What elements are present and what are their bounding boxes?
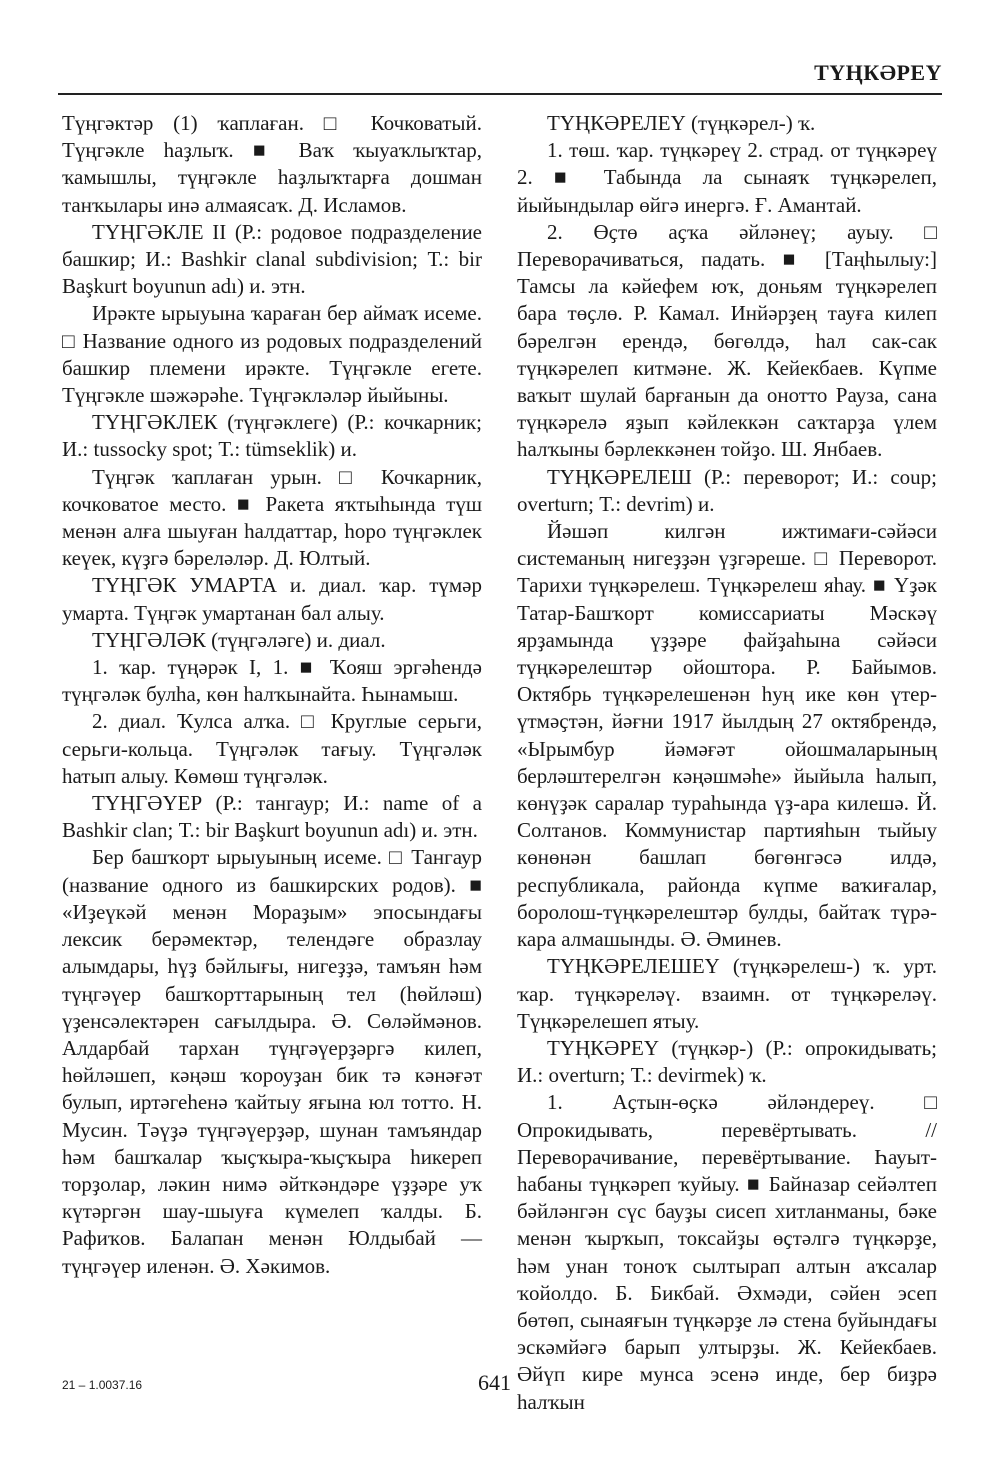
entry-paragraph: Түңгәк ҡаплаған урын. □ Кочкарник, кочковатое место. ■ Ракета яҡтыһында түш менән алға шыуған һалдаттар, һоро түңгәклек кеүек, күҙгә бәреләләр. Д. Юлтый. [62, 464, 482, 571]
entry-paragraph: Йәшәп килгән ижтимағи-сәйәси системаның нигеҙҙән үҙгәреше. □ Переворот. Тарихи түңкәрелеш. Түңкәрелеш яһау. ■ Үҙәк Татар-Башҡорт комиссариаты Мәскәү ярҙамында үҙҙәре файҙаһына сәйәси түңкәрелештәр ойоштора. Р. Байымов. Октябрь түңкәрелешенән һуң ике көн үтер-үтмәҫтән, йәғни 1917 йылдың 27 октябрендә, «Ырымбур йәмәғәт ойошмаларының берләштерелгән кәңәшмәһе» йыйыла һалып, көнүҙәк саралар тураһында үҙ-ара килешә. Й. Солтанов. Коммунистар партияһын тыйыу көнөнән башлап бөгөнгәсә илдә, республикала, районда күпме ваҡиғалар, боролош-түңкәрелештәр булды, байтаҡ түрә-кара алмашынды. Ә. Әминев. [517, 519, 937, 952]
entry-paragraph: Түңгәктәр (1) ҡаплаған. □ Кочковатый. Түңгәкле һаҙлыҡ. ■ Ваҡ ҡыуаҡлыҡтар, ҡамышлы, түңгәкле һаҙлыҡтарға дошман танҡылары инә алмаясаҡ. Д. Исламов. [62, 111, 482, 217]
entry-paragraph: Бер башҡорт ырыуының исеме. □ Тангаур (название одного из башкирских родов). ■ «Иҙеүкәй менән Мораҙым» эпосындағы лексик берәмектәр, телендәге образлау алымдары, һүҙ бәйлығы, нигеҙҙә, тамъян һәм түңгәүер башҡорттарының тел (һөйләш) үҙенсәлектәрен сағылдыра. Ә. Сөләймәнов. Алдарбай тархан түңгәүерҙәргә килеп, һөйләшеп, кәңәш ҡороуҙан бик тә кәнәғәт булып, иртәгеһенә ҡайтыу яғына юл тотто. Н. Мусин. Тәүҙә түңгәүерҙәр, шунан тамъяндар һәм башҡалар ҡыҫҡыра-ҡыҫҡыра һикереп торҙолар, ләкин нимә әйткәндәре үҙҙәре уҡ күтәргән шау-шыуға күмелеп ҡалды. Б. Рафиҡов. Балапан менән Юлдыбай — түңгәүер иленән. Ә. Хәкимов. [62, 845, 482, 1278]
entry-paragraph: 2. диал. Ҡулса алҡа. □ Круглые серьги, серьги-кольца. Түңгәләк тағыу. Түңгәләк һатып алыу. Көмөш түңгәләк. [62, 709, 482, 788]
entry-paragraph: ТҮҢГӘЛӘК (түңгәләге) и. диал. [92, 627, 386, 652]
header-rule [58, 93, 942, 95]
entry-paragraph: ТҮҢКӘРЕЛЕҮ (түңкәрел-) ҡ. [547, 111, 816, 135]
entry-paragraph: ТҮҢКӘРЕЛЕШ (Р.: переворот; И.: coup; overturn; Т.: devrim) и. [517, 464, 937, 516]
entry-paragraph: 2. Өҫтө аҫҡа әйләнеү; ауыу. □ Переворачиваться, падать. ■ [Таңһылыу:] Тамсы ла кәйефем юҡ, доньям түңкәрелеп бара төҫлө. Р. Камал. Инйәрҙең тауға килеп бәрелгән ерендә, бөгөлдә, һал сак-сак түңкәрелеп китмәне. Ж. Кейекбаев. Күпме ваҡыт шулай барғанын да онотто Рауза, сана түңкәрелә яҙып кәйлеккән саҡтарҙа үлем һалҡыны бәрлеккәнен тойҙо. Ш. Янбаев. [517, 219, 937, 462]
right-column [517, 110, 937, 1416]
entry-paragraph: Ирәкте ырыуына ҡараған бер аймаҡ исеме. □ Название одного из родовых подразделений башкир племени ирәкте. Түңгәкле егете. Түңгәкле шәжәрәһе. Түңгәкләләр йыйыны. [62, 301, 482, 408]
running-head: ТҮҢКӘРЕҮ [814, 60, 942, 85]
left-column [62, 110, 482, 1280]
entry-paragraph: ТҮҢГӘК УМАРТА и. диал. ҡар. түмәр умарта. Түңгәк умартанан бал алыу. [62, 573, 482, 625]
entry-paragraph: ТҮҢКӘРЕЛЕШЕҮ (түңкәрелеш-) ҡ. урт. ҡар. түңкәреләү. взаимн. от түңкәреләү. Түңкәрелешеп ятыу. [517, 954, 937, 1033]
entry-paragraph: 1. төш. ҡар. түңкәреү 2. страд. от түңкәреү 2. ■ Табында ла сынаяҡ түңкәрелеп, йыйындылар өйгә инергә. Ғ. Амантай. [517, 138, 937, 217]
page-number: 641 [478, 1370, 511, 1395]
print-code: 21 – 1.0037.16 [62, 1378, 143, 1392]
entry-paragraph: 1. ҡар. түңәрәк I, 1. ■ Ҡояш эргәһендә түңгәләк булһа, көн һалҡынайта. Һынамыш. [62, 655, 482, 707]
entry-paragraph: 1. Аҫтын-өҫкә әйләндереү. □ Опрокидывать, перевёртывать. // Переворачивание, перевёртывание. Һауыт-һабаны түңкәреп ҡуйыу. ■ Байназар сейәлтеп бәйләнгән сүс бауҙы сисеп хитланманы, бәке менән ҡырҡып, токсайҙы өҫтәлгә түңкәрҙе, һәм унан тоноҡ сылтырап алтын аҡсалар ҡойолдо. Б. Бикбай. Әхмәди, сәйен эсеп бөтөп, сынаяғын түңкәрҙе лә стена буйындағы эскәмйәгә барып ултырҙы. Ж. Кейекбаев. Әйүп кире мунса эсенә инде, бер биҙрә һалҡын [517, 1090, 937, 1414]
entry-paragraph: ТҮҢГӘҮЕР (Р.: тангаур; И.: name of a Bashkir clan; Т.: bir Başkurt boyunun adı) и. этн. [62, 791, 482, 843]
entry-paragraph: ТҮҢГӘКЛЕ II (Р.: родовое подразделение башкир; И.: Bashkir clanal subdivision; Т.: bir Başkurt boyunun adı) и. этн. [62, 219, 482, 299]
entry-paragraph: ТҮҢГӘКЛЕК (түңгәклеге) (Р.: кочкарник; И.: tussocky spot; Т.: tümseklik) и. [62, 410, 482, 462]
entry-paragraph: ТҮҢКӘРЕҮ (түңкәр-) (Р.: опрокидывать; И.: overturn; Т.: devirmek) ҡ. [517, 1035, 937, 1088]
